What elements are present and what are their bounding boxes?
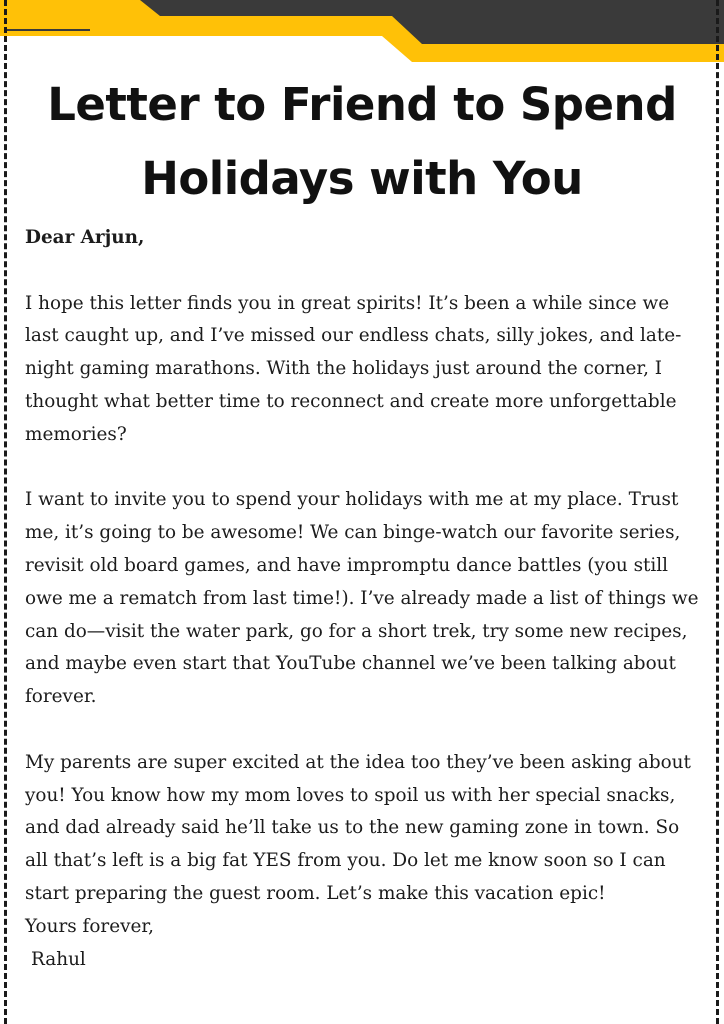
letter-signature: Rahul xyxy=(31,948,86,970)
accent-line xyxy=(4,29,90,31)
letter-body xyxy=(25,222,705,976)
letter-greeting: Dear Arjun, xyxy=(25,227,145,248)
letter-closing: Yours forever, xyxy=(25,915,154,937)
right-dashed-border xyxy=(716,0,719,1024)
letter-paragraph-1: I hope this letter finds you in great spirits! It’s been a while since we last caught up, and I’ve missed our endless chats, silly jokes, and late-night gaming marathons. With the holidays just around the corner, I thought what better time to reconnect and create more unforgettable memories? xyxy=(25,292,682,445)
top-decorative-band xyxy=(0,0,724,64)
document-title: Letter to Friend to Spend Holidays with You xyxy=(47,78,677,205)
left-dashed-border xyxy=(4,0,7,1024)
letter-paragraph-2: I want to invite you to spend your holidays with me at my place. Trust me, it’s going to be awesome! We can binge-watch our favorite series, revisit old board games, and have impromptu dance battles (you still owe me a rematch from last time!). I’ve already made a list of things we can do—visit the water park, go for a short trek, try some new recipes, and maybe even start that YouTube channel we’ve been talking about forever. xyxy=(25,489,699,708)
letter-paragraph-3: My parents are super excited at the idea too they’ve been asking about you! You know how my mom loves to spoil us with her special snacks, and dad already said he’ll take us to the new gaming zone in town. So all that’s left is a big fat YES from you. Do let me know soon so I can start preparing the guest room. Let’s make this vacation epic! xyxy=(25,751,691,904)
